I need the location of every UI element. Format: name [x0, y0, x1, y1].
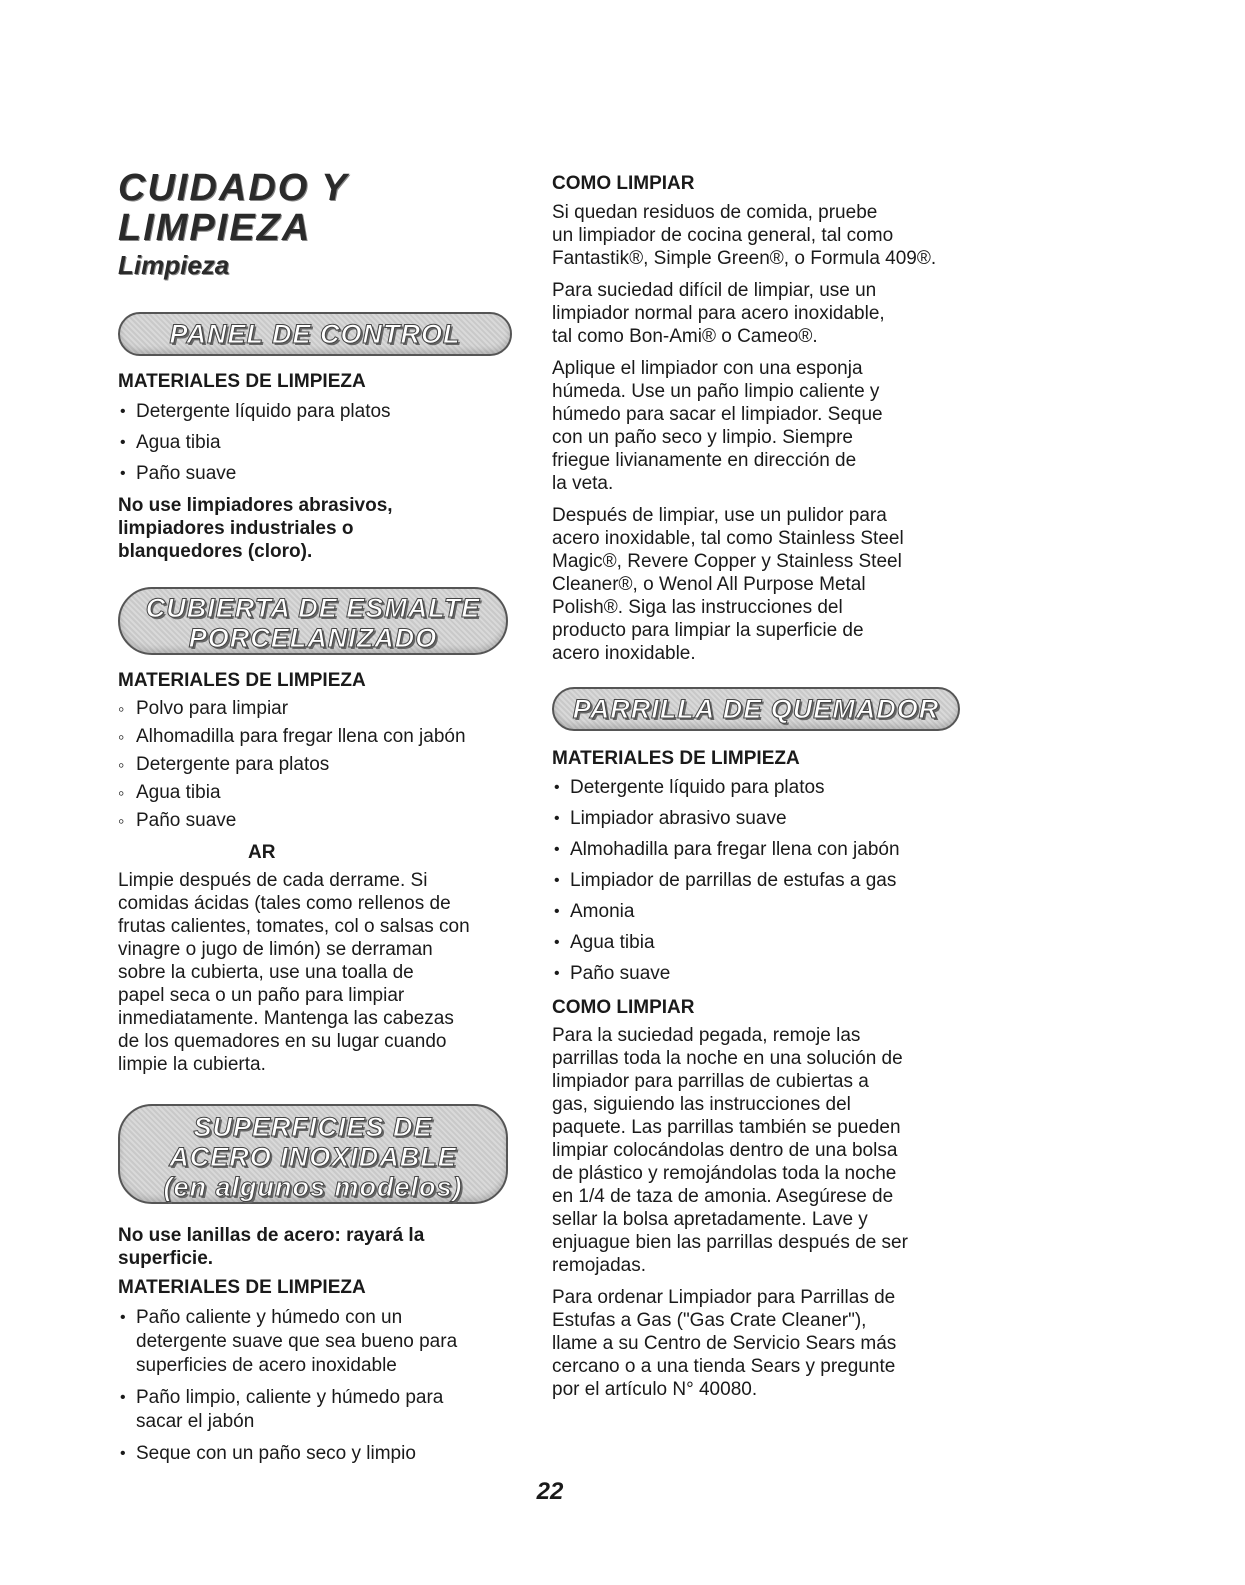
list-item: • Detergente líquido para platos	[552, 776, 962, 800]
text-line: limpie la cubierta.	[118, 1054, 266, 1075]
text-line: acero inoxidable, tal como Stainless Steel	[552, 528, 904, 549]
list-item: • Limpiador abrasivo suave	[552, 807, 962, 831]
text-line: en 1/4 de taza de amonia. Asegúrese de	[552, 1186, 894, 1207]
grate-materials-heading: MATERIALES DE LIMPIEZA	[552, 748, 800, 769]
text-line: enjuague bien las parrillas después de ser	[552, 1232, 908, 1253]
text-line: un limpiador de cocina general, tal como	[552, 225, 894, 246]
text-line: friegue livianamente en dirección de	[552, 450, 857, 471]
list-item: ◦ Alhomadilla para fregar llena con jabón	[118, 725, 518, 749]
list-item: • Almohadilla para fregar llena con jabón	[552, 838, 962, 862]
text-line: limpiador para parrillas de cubiertas a	[552, 1071, 869, 1092]
text-line: sobre la cubierta, use una toalla de	[118, 962, 414, 983]
list-item-line: detergente suave que sea bueno para	[136, 1331, 458, 1352]
list-item: • Paño suave	[118, 462, 518, 486]
warning-line: limpiadores industriales o	[118, 518, 354, 539]
banner-line: PORCELANIZADO	[188, 623, 438, 653]
text-line: Fantastik®, Simple Green®, o Formula 409®.	[552, 248, 937, 269]
text-line: inmediatamente. Mantenga las cabezas	[118, 1008, 454, 1029]
grate-materials-list	[552, 776, 962, 986]
warning-line: blanquedores (cloro).	[118, 541, 313, 562]
list-item: • Detergente líquido para platos	[118, 400, 518, 424]
text-line: acero inoxidable.	[552, 643, 696, 664]
text-line: Para la suciedad pegada, remoje las	[552, 1025, 861, 1046]
grate-paragraph-1	[552, 1024, 962, 1277]
text-line: Limpie después de cada derrame. Si	[118, 870, 428, 891]
list-item	[118, 1306, 518, 1378]
text-line: Si quedan residuos de comida, pruebe	[552, 202, 878, 223]
text-line: vinagre o jugo de limón) se derraman	[118, 939, 433, 960]
banner-line: (en algunos modelos)	[163, 1172, 463, 1202]
text-line: húmeda. Use un paño limpio caliente y	[552, 381, 880, 402]
text-line: parrillas toda la noche en una solución de	[552, 1048, 903, 1069]
text-line: papel seca o un paño para limpiar	[118, 985, 405, 1006]
list-item-line: • Seque con un paño seco y limpio	[136, 1443, 416, 1464]
enamel-paragraph	[118, 869, 518, 1076]
enamel-subheading: AR	[248, 842, 276, 863]
page-title: CUIDADO Y LIMPIEZA	[118, 167, 348, 249]
text-line: Aplique el limpiador con una esponja	[552, 358, 863, 379]
grate-paragraph-2	[552, 1286, 962, 1401]
grate-how-to-clean-heading: COMO LIMPIAR	[552, 997, 695, 1018]
banner-line: ACERO INOXIDABLE	[169, 1142, 457, 1172]
control-panel-warning	[118, 494, 518, 563]
text-line: limpiador normal para acero inoxidable,	[552, 303, 885, 324]
list-item-line: • Paño caliente y húmedo con un	[136, 1307, 403, 1328]
text-line: sellar la bolsa apretadamente. Lave y	[552, 1209, 868, 1230]
text-line: comidas ácidas (tales como rellenos de	[118, 893, 451, 914]
list-item-line: • Paño limpio, caliente y húmedo para	[136, 1387, 444, 1408]
enamel-materials-list	[118, 697, 518, 833]
text-line: producto para limpiar la superficie de	[552, 620, 864, 641]
text-line: limpiar colocándolas dentro de una bolsa	[552, 1140, 898, 1161]
how-to-clean-paragraph-2	[552, 279, 962, 348]
list-item: • Agua tibia	[552, 931, 962, 955]
stainless-materials-list	[118, 1306, 518, 1466]
list-item	[118, 1442, 518, 1466]
text-line: de los quemadores en su lugar cuando	[118, 1031, 447, 1052]
text-line: cercano o a una tienda Sears y pregunte	[552, 1356, 896, 1377]
list-item: ◦ Paño suave	[118, 809, 518, 833]
list-item-line: sacar el jabón	[136, 1411, 255, 1432]
enamel-cooktop-banner	[118, 587, 508, 655]
left-column	[118, 168, 518, 1466]
page-number: 22	[536, 1478, 564, 1505]
warning-line: No use limpiadores abrasivos,	[118, 495, 393, 516]
list-item	[118, 1386, 518, 1434]
enamel-materials-heading: MATERIALES DE LIMPIEZA	[118, 670, 366, 691]
how-to-clean-heading: COMO LIMPIAR	[552, 173, 695, 194]
banner-line: CUBIERTA DE ESMALTE	[145, 593, 481, 623]
text-line: frutas calientes, tomates, col o salsas con	[118, 916, 470, 937]
stainless-warning	[118, 1224, 518, 1270]
text-line: gas, siguiendo las instrucciones del	[552, 1094, 851, 1115]
text-line: con un paño seco y limpio. Siempre	[552, 427, 853, 448]
control-panel-banner	[118, 312, 512, 356]
text-line: húmedo para sacar el limpiador. Seque	[552, 404, 883, 425]
stainless-materials-heading: MATERIALES DE LIMPIEZA	[118, 1277, 366, 1298]
text-line: remojadas.	[552, 1255, 646, 1276]
text-line: por el artículo N° 40080.	[552, 1379, 758, 1400]
how-to-clean-paragraph-1	[552, 201, 962, 270]
list-item: ◦ Polvo para limpiar	[118, 697, 518, 721]
text-line: Para ordenar Limpiador para Parrillas de	[552, 1287, 896, 1308]
list-item: ◦ Agua tibia	[118, 781, 518, 805]
warning-line: No use lanillas de acero: rayará la	[118, 1225, 425, 1246]
text-line: tal como Bon-Ami® o Cameo®.	[552, 326, 818, 347]
text-line: Polish®. Siga las instrucciones del	[552, 597, 843, 618]
text-line: Estufas a Gas ("Gas Crate Cleaner"),	[552, 1310, 867, 1331]
stainless-steel-banner	[118, 1104, 508, 1204]
text-line: Para suciedad difícil de limpiar, use un	[552, 280, 877, 301]
burner-grate-banner	[552, 687, 960, 731]
right-column	[552, 172, 962, 1401]
page-subtitle: Limpieza	[118, 250, 230, 280]
text-line: Después de limpiar, use un pulidor para	[552, 505, 887, 526]
text-line: de plástico y remojándolas toda la noche	[552, 1163, 897, 1184]
banner-line: SUPERFICIES DE	[193, 1112, 433, 1142]
how-to-clean-paragraph-4	[552, 504, 962, 665]
list-item: • Limpiador de parrillas de estufas a gas	[552, 869, 962, 893]
list-item: • Agua tibia	[118, 431, 518, 455]
text-line: llame a su Centro de Servicio Sears más	[552, 1333, 897, 1354]
text-line: Cleaner®, o Wenol All Purpose Metal	[552, 574, 866, 595]
text-line: Magic®, Revere Copper y Stainless Steel	[552, 551, 902, 572]
text-line: paquete. Las parrillas también se pueden	[552, 1117, 901, 1138]
control-panel-banner-text: PANEL DE CONTROL	[169, 319, 461, 349]
list-item: • Paño suave	[552, 962, 962, 986]
warning-line: superficie.	[118, 1248, 214, 1269]
list-item-line: superficies de acero inoxidable	[136, 1355, 397, 1376]
list-item: • Amonia	[552, 900, 962, 924]
text-line: la veta.	[552, 473, 614, 494]
burner-grate-banner-text: PARRILLA DE QUEMADOR	[572, 694, 940, 724]
control-panel-materials-list	[118, 400, 518, 486]
control-panel-materials-heading: MATERIALES DE LIMPIEZA	[118, 371, 366, 392]
list-item: ◦ Detergente para platos	[118, 753, 518, 777]
how-to-clean-paragraph-3	[552, 357, 962, 495]
